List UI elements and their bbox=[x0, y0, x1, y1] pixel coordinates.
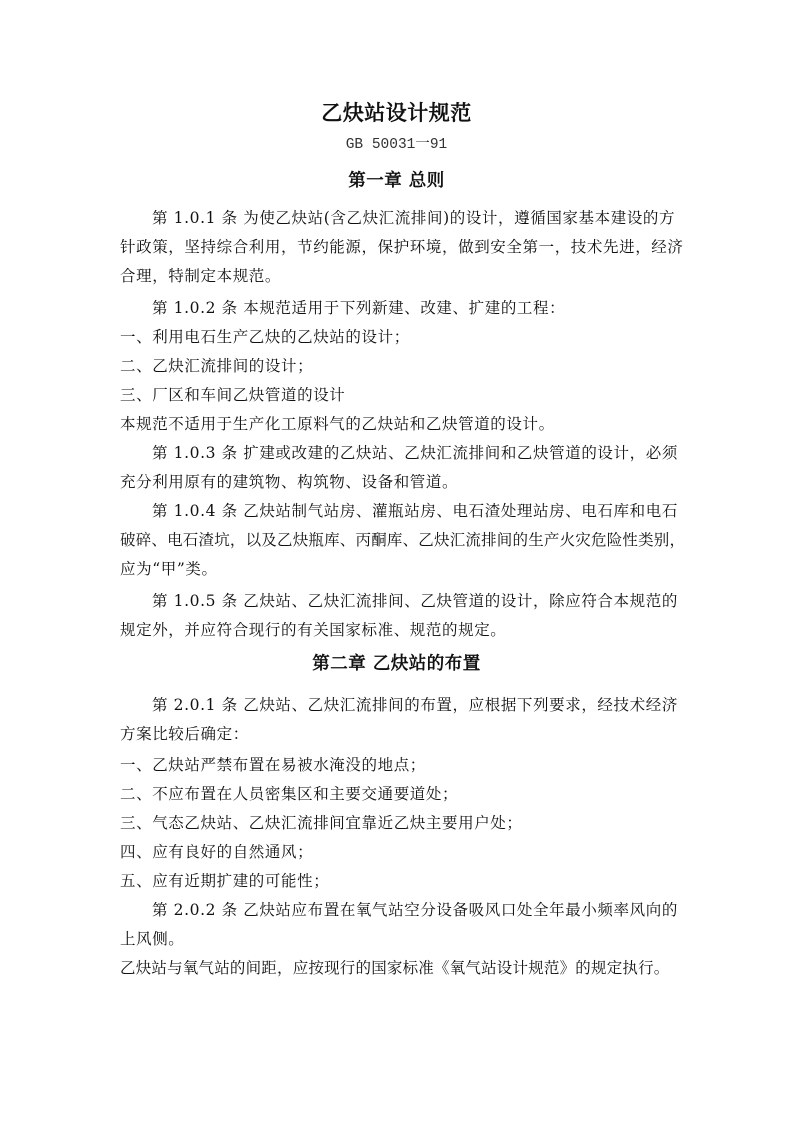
list-item: 一、乙炔站严禁布置在易被水淹没的地点； bbox=[120, 756, 426, 774]
document-title: 乙炔站设计规范 bbox=[321, 101, 472, 125]
list-item: 三、气态乙炔站、乙炔汇流排间宜靠近乙炔主要用户处； bbox=[120, 814, 523, 832]
paragraph-line: 本规范不适用于生产化工原料气的乙炔站和乙炔管道的设计。 bbox=[120, 415, 555, 433]
list-item: 三、厂区和车间乙炔管道的设计 bbox=[120, 386, 346, 404]
list-item: 四、应有良好的自然通风； bbox=[120, 843, 314, 861]
article-2-0-2: 第 2.0.2 条 乙炔站应布置在氧气站空分设备吸风口处全年最小频率风向的 bbox=[152, 901, 678, 919]
paragraph-line: 合理，特制定本规范。 bbox=[120, 267, 282, 285]
chapter-2-heading: 第二章 乙炔站的布置 bbox=[312, 654, 481, 674]
paragraph-line: 破碎、电石渣坑，以及乙炔瓶库、丙酮库、乙炔汇流排间的生产火灾危险性类别， bbox=[120, 531, 686, 549]
list-item: 一、利用电石生产乙炔的乙炔站的设计； bbox=[120, 328, 410, 346]
article-1-0-4: 第 1.0.4 条 乙炔站制气站房、灌瓶站房、电石渣处理站房、电石库和电石 bbox=[152, 502, 678, 520]
paragraph-line: 应为“甲”类。 bbox=[120, 560, 218, 578]
list-item: 五、应有近期扩建的可能性； bbox=[120, 872, 330, 890]
chapter-1-heading: 第一章 总则 bbox=[348, 171, 445, 191]
standard-code: GB 50031一91 bbox=[345, 137, 448, 153]
paragraph-line: 方案比较后确定： bbox=[120, 725, 249, 743]
article-1-0-5: 第 1.0.5 条 乙炔站、乙炔汇流排间、乙炔管道的设计，除应符合本规范的 bbox=[152, 592, 678, 610]
list-item: 二、乙炔汇流排间的设计； bbox=[120, 357, 314, 375]
paragraph-line: 针政策，坚持综合利用，节约能源，保护环境，做到安全第一，技术先进，经济 bbox=[120, 238, 684, 256]
list-item: 二、不应布置在人员密集区和主要交通要道处； bbox=[120, 785, 459, 803]
article-1-0-1: 第 1.0.1 条 为使乙炔站(含乙炔汇流排间)的设计，遵循国家基本建设的方 bbox=[152, 209, 676, 227]
paragraph-line: 规定外，并应符合现行的有关国家标准、规范的规定。 bbox=[120, 621, 507, 639]
paragraph-line: 乙炔站与氧气站的间距，应按现行的国家标准《氧气站设计规范》的规定执行。 bbox=[120, 959, 670, 977]
paragraph-line: 充分利用原有的建筑物、构筑物、设备和管道。 bbox=[120, 473, 459, 491]
paragraph-line: 上风侧。 bbox=[120, 930, 185, 948]
article-1-0-3: 第 1.0.3 条 扩建或改建的乙炔站、乙炔汇流排间和乙炔管道的设计，必须 bbox=[152, 444, 678, 462]
article-1-0-2: 第 1.0.2 条 本规范适用于下列新建、改建、扩建的工程： bbox=[152, 299, 566, 317]
article-2-0-1: 第 2.0.1 条 乙炔站、乙炔汇流排间的布置，应根据下列要求，经技术经济 bbox=[152, 696, 678, 714]
